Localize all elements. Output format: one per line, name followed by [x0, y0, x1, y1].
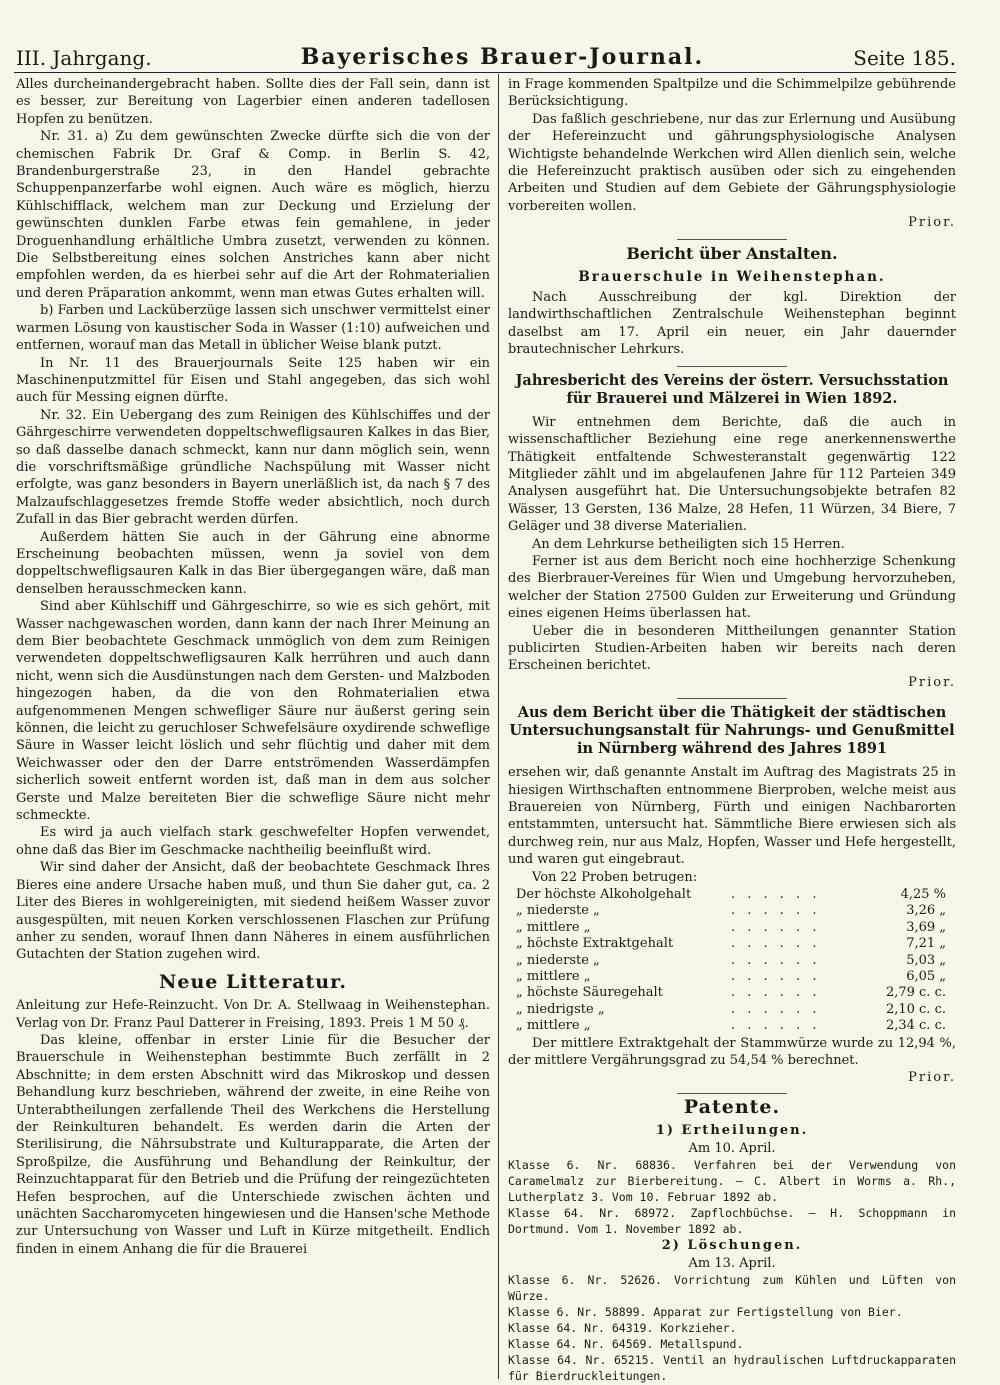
right-column: [508, 76, 956, 1384]
literatur-heading: Neue Litteratur.: [159, 970, 347, 993]
table-row: „ mittlere „ . . . . . . 2,34 c. c.: [516, 1018, 946, 1034]
author-signature: Prior.: [908, 674, 956, 690]
paragraph: Das faßlich geschriebene, nur das zur Erlernung und Ausübung der Hefereinzucht und gährungsphysiologische Analysen Wichtigste behandelnde Werkchen wird Allen dienlich sein, welche die Hefereinzucht praktisch ausüben oder sich zu eingehenden Arbeiten und Studien auf dem Gebiete der Gährungsphysiologie vorbereiten wollen.: [508, 111, 956, 214]
patente-heading: Patente.: [683, 1095, 781, 1118]
paragraph: In Nr. 11 des Brauerjournals Seite 125 haben wir ein Maschinenputzmittel für Eisen und Stahl angegeben, das sich wohl auch für Messing eignen dürfte.: [16, 355, 490, 406]
patent-list: [508, 1272, 956, 1384]
paragraph: Alles durcheinandergebracht haben. Sollte dies der Fall sein, dann ist es besser, zur Bereitung von Lagerbier einen anderen tadellosen Hopfen zu benützen.: [16, 77, 490, 127]
paragraph: Nr. 32. Ein Uebergang des zum Reinigen des Kühlschiffes und der Gährgeschirre verwendeten doppeltschwefligsauren Kalkes in das Bier, so daß dasselbe danach schmeckt, kann nur dann möglich sein, wenn die vorschriftsmäßige gründliche Nachspülung mit Wasser nicht erfolgte, was ganz besonders in Bayern unerläßlich ist, da nach § 7 des Malzaufschlaggesetzes fremde Stoffe weder absichtlich, noch durch Zufall in das Bier gebracht werden dürfen.: [16, 407, 490, 528]
list-item: Klasse 6. Nr. 52626. Vorrichtung zum Kühlen und Lüften von Würze.: [508, 1272, 956, 1303]
section-separator: [677, 1093, 787, 1094]
nuernberg-heading: Aus dem Bericht über die Thätigkeit der städtischen Untersuchungsanstalt für Nahrungs- und Genußmittel in Nürnberg während des Jahres 1891: [509, 704, 955, 758]
paragraph: b) Farben und Lacküberzüge lassen sich unschwer vermittelst einer warmen Lösung von kaustischer Soda in Wasser (1:10) aufweichen und entfernen, worauf man das Metall in üblicher Weise blank putzt.: [16, 303, 490, 354]
paragraph: Sind aber Kühlschiff und Gährgeschirre, so wie es sich gehört, mit Wasser nachgewaschen worden, dann kann der nach Ihrer Meinung an dem Bier beobachtete Geschmack unmöglich von dem zum Reinigen verwendeten doppeltschwefligsauren Kalk herrühren und auch dann nicht, wenn sich die Ausdünstungen nach dem Gersten- und Malzboden hingezogen haben, da die von den Rohmaterialien etwa aufgenommenen Mengen schwefliger Säure nur äußerst gering sein können, die leicht zu geruchloser Schwefelsäure oxydirende schweflige Säure in Wasser leicht löslich und sehr flüchtig und daher mit dem Weichwasser oder den der Darre entströmenden Wasserdämpfen sicherlich soweit entfernt worden ist, daß man in dem aus solcher Gerste und Malze bereiteten Bier die schweflige Säure nicht mehr schmeckte.: [16, 599, 490, 824]
anstalten-subheading: Brauerschule in Weihenstephan.: [578, 268, 886, 285]
author-signature: Prior.: [908, 1069, 956, 1085]
paragraph: ersehen wir, daß genannte Anstalt im Auftrag des Magistrats 25 in hiesigen Wirthschaften entnommene Bierproben, welche meist aus Brauereien von Nürnberg, Fürth und einigen Nachbarorten entstammten, untersucht hat. Sämmtliche Biere erwiesen sich als durchweg rein, nur aus Malz, Hopfen, Wasser und Hefe hergestellt, und waren gut eingebraut.: [508, 765, 956, 868]
section-separator: [677, 366, 787, 367]
table-row: „ höchste Säuregehalt . . . . . . 2,79 c. c.: [516, 985, 946, 1001]
list-item: Klasse 64. Nr. 65215. Ventil an hydraulischen Luftdruckapparaten für Bierdruckleitungen.: [508, 1352, 956, 1383]
patente-date: Am 13. April.: [688, 1255, 776, 1271]
paragraph: Außerdem hätten Sie auch in der Gährung eine abnorme Erscheinung beobachten müssen, wenn ja soviel von dem doppeltschwefligsauren Kalk in das Bier übergegangen wäre, daß man denselben herausschmecken kann.: [16, 529, 490, 597]
volume-label: III. Jahrgang.: [16, 46, 152, 70]
list-item: Klasse 64. Nr. 64569. Metallspund.: [508, 1336, 744, 1351]
page-number: Seite 185.: [853, 46, 956, 70]
paragraph: Nr. 31. a) Zu dem gewünschten Zwecke dürfte sich die von der chemischen Fabrik Dr. Graf & Comp. in Berlin S. 42, Brandenburgerstraße 23, in den Handel gebrachte Schuppenpanzerfarbe wohl eignen. Auch wäre es möglich, hierzu Kühlschifflack, welchem man zur Deckung und Erzielung der gewünschten dunklen Farbe etwas fein gemahlene, in jeder Droguenhandlung erhältliche Umbra zusetzt, verwenden zu können. Die Selbstbereitung eines solchen Anstriches kann aber nicht empfohlen werden, da es hierbei sehr auf die Art der Rohmaterialien und deren Präparation ankommt, wenn man etwas Gutes erhalten will.: [16, 129, 490, 301]
journal-title: Bayerisches Brauer-Journal.: [300, 44, 705, 70]
list-item: Klasse 64. Nr. 68972. Zapflochbüchse. — H. Schoppmann in Dortmund. Vom 1. November 1892 ab.: [508, 1206, 956, 1237]
anstalten-heading: Bericht über Anstalten.: [626, 243, 838, 263]
paragraph: in Frage kommenden Spaltpilze und die Schimmelpilze gebührende Berücksichtigung.: [508, 77, 956, 110]
list-item: Klasse 64. Nr. 64319. Korkzieher.: [508, 1320, 737, 1335]
left-column: [16, 76, 490, 1258]
table-row: „ mittlere „ . . . . . . 6,05 „: [516, 969, 946, 985]
book-review: Das kleine, offenbar in erster Linie für die Besucher der Brauerschule in Weihenstephan bestimmte Buch zerfällt in 2 Abschnitte; in dem ersten Abschnitt wird das Mikroskop und dessen Behandlung kurz beschrieben, während der zweite, in eine Reihe von Unterabtheilungen zerfallende Theil des Werkchens die Herstellung der Reinkulturen behandelt. Es werden darin die Arten der Sterilisirung, die Nährsubstrate und Kulturapparate, die Arten der Sproßpilze, die Ausführung und Behandlung der Reinkultur, der Reinzuchtapparat für den Betrieb und die Prüfung der reingezüchteten Hefen besprochen, auf die Unterschiede zwischen ächten und unächten Saccharomyceten hingewiesen und die Hansen'sche Methode zur Untersuchung von Wasser und Luft in Kürze mitgetheilt. Endlich finden in einem Anhang die für die Brauerei: [16, 1032, 490, 1257]
list-item: Klasse 6. Nr. 68836. Verfahren bei der Verwendung von Caramelmalz zur Bierbereitung. — C. Albert in Worms a. Rh., Lutherplatz 3. Vom 10. Februar 1892 ab.: [508, 1158, 956, 1205]
paragraph: Ueber die in besonderen Mittheilungen genannter Station publicirten Studien-Arbeiten haben wir bereits nach deren Erscheinen berichtet.: [508, 623, 956, 674]
author-signature: Prior.: [908, 215, 956, 231]
paragraph: Wir sind daher der Ansicht, daß der beobachtete Geschmack Ihres Bieres eine andere Ursache haben muß, und thun Sie daher gut, ca. 2 Liter des Bieres in wohlgereinigten, mit siedend heißem Wasser zuvor ausgespülten, mit neuen Korken verschlossenen Flaschen zur Prüfung anher zu senden, worauf Ihnen dann Näheres in einem ausführlichen Gutachten der Station zugehen wird.: [16, 860, 490, 963]
table-row: „ niederste „ . . . . . . 5,03 „: [516, 952, 946, 968]
patente-sub-loeschungen: 2) Löschungen.: [661, 1238, 803, 1254]
page-header: [16, 30, 956, 70]
jahresbericht-heading: Jahresbericht des Vereins der österr. Versuchsstation für Brauerei und Mälzerei in Wien 1892.: [515, 371, 949, 407]
paragraph: Der mittlere Extraktgehalt der Stammwürze wurde zu 12,94 %, der mittlere Vergährungsgrad zu 54,54 % berechnet.: [508, 1035, 956, 1069]
table-row: Der höchste Alkoholgehalt . . . . . . 4,25 %: [516, 887, 946, 903]
patente-date: Am 10. April.: [688, 1140, 776, 1156]
table-row: „ niederste „ . . . . . . 3,26 „: [516, 903, 946, 919]
section-separator: [677, 698, 787, 699]
paragraph: Ferner ist aus dem Bericht noch eine hochherzige Schenkung des Bierbrauer-Vereines für Wien und Umgebung hervorzuheben, welcher der Station 27500 Gulden zur Erweiterung und Gründung eines eigenen Heims überlassen hat.: [508, 553, 956, 622]
book-citation: Anleitung zur Hefe-Reinzucht. Von Dr. A. Stellwaag in Weihenstephan. Verlag von Dr. Franz Paul Datterer in Freising, 1893. Preis 1 M 50 ₰.: [16, 998, 490, 1031]
table-row: „ niedrigste „ . . . . . . 2,10 c. c.: [516, 1001, 946, 1017]
section-separator: [677, 239, 787, 240]
column-divider: [498, 74, 499, 1379]
paragraph: Wir entnehmen dem Berichte, daß die auch in wissenschaftlicher Beziehung eine rege anerkennenswerthe Thätigkeit entfaltende Schwesteranstalt gegenwärtig 122 Mitglieder zählt und im abgelaufenen Jahre für 112 Parteien 349 Analysen ausgeführt hat. Die Untersuchungsobjekte betrafen 82 Wässer, 13 Gersten, 136 Malze, 28 Hefen, 11 Würzen, 34 Biere, 7 Geläger und 38 diverse Materialien.: [508, 414, 956, 535]
paragraph: An dem Lehrkurse betheiligten sich 15 Herren.: [532, 536, 845, 552]
proben-table: [516, 887, 946, 1035]
patente-sub-ertheilungen: 1) Ertheilungen.: [655, 1123, 809, 1139]
paragraph: Es wird ja auch vielfach stark geschwefelter Hopfen verwendet, ohne daß das Bier im Geschmacke nachtheilig beeinflußt wird.: [16, 825, 490, 858]
table-row: „ mittlere „ . . . . . . 3,69 „: [516, 919, 946, 935]
list-item: Klasse 6. Nr. 58899. Apparat zur Fertigstellung von Bier.: [508, 1304, 903, 1319]
header-rule: [14, 72, 956, 73]
patent-list: [508, 1157, 956, 1237]
paragraph: Nach Ausschreibung der kgl. Direktion der landwirthschaftlichen Zentralschule Weihenstephan beginnt daselbst am 17. April ein neuer, ein Jahr dauernder brautechnischer Lehrkurs.: [508, 290, 956, 358]
table-row: „ höchste Extraktgehalt . . . . . . 7,21 „: [516, 936, 946, 952]
paragraph: Von 22 Proben betrugen:: [532, 869, 698, 885]
